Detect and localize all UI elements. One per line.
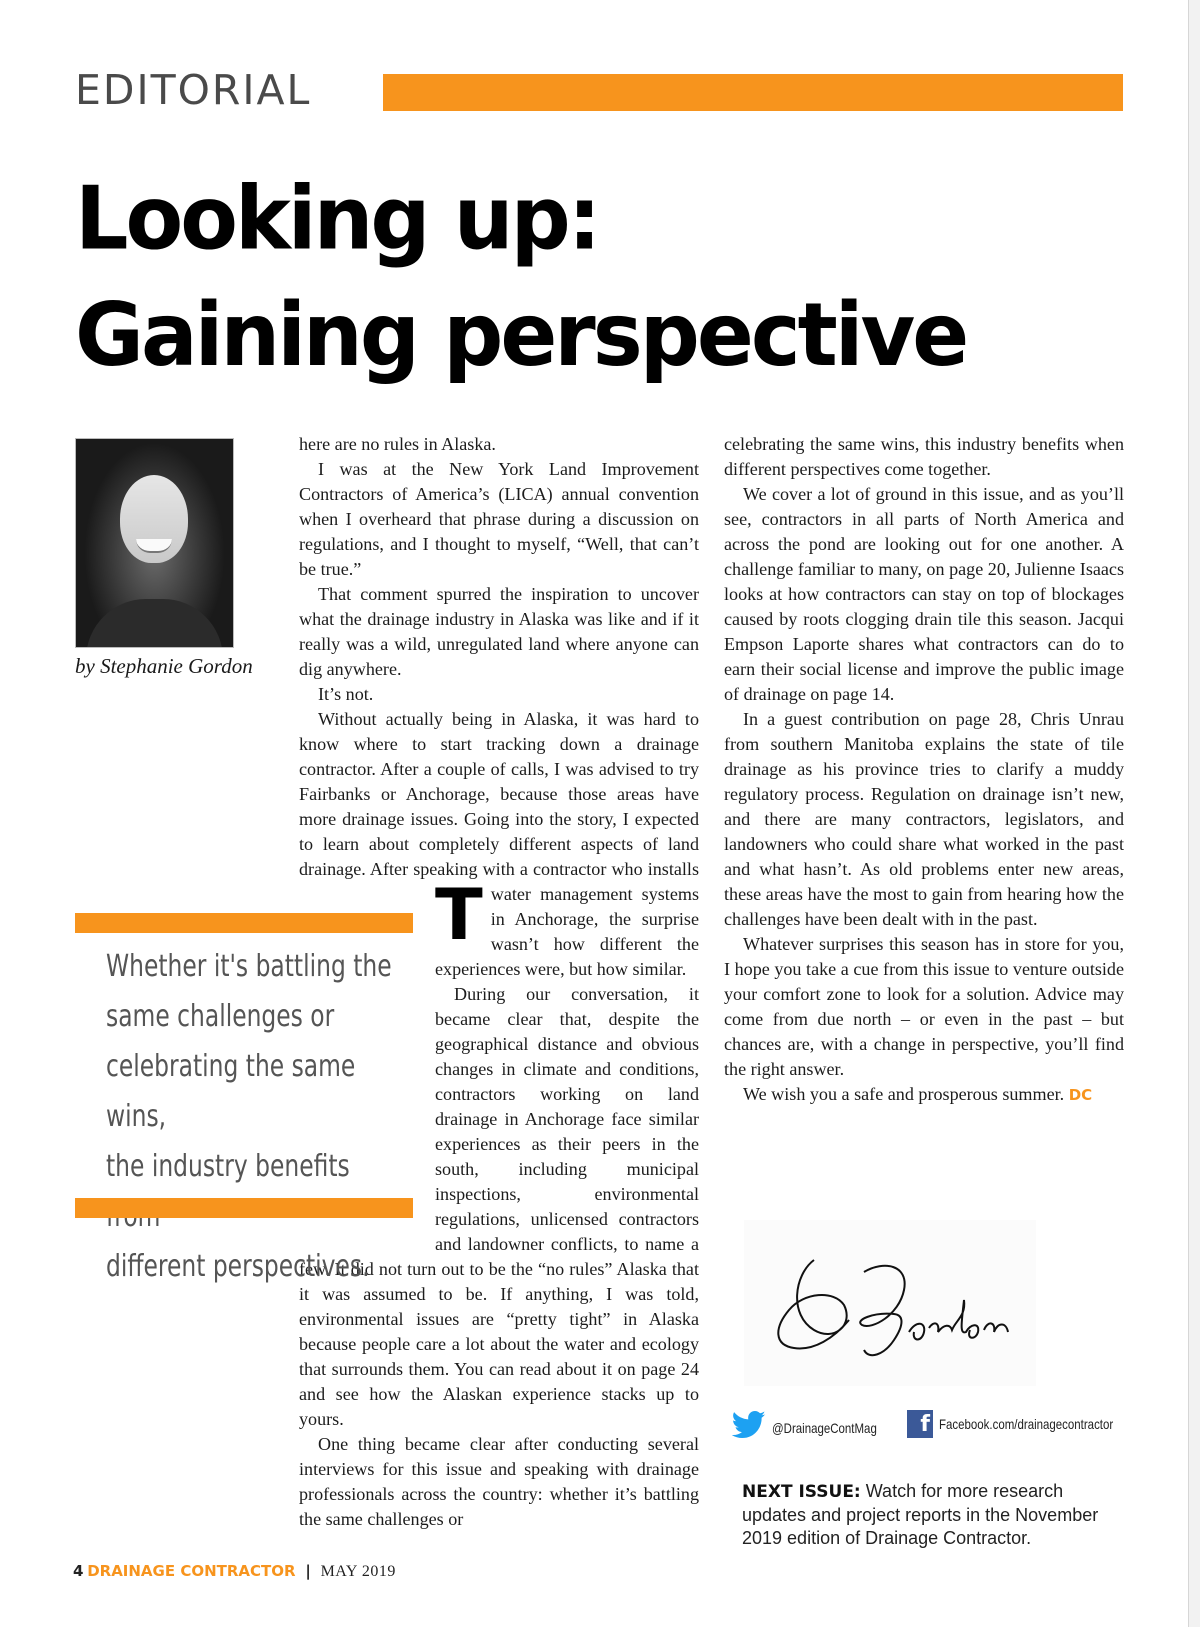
drop-cap: T — [435, 874, 483, 956]
pullquote-line: Whether it's battling the — [106, 949, 392, 984]
paragraph: That comment spurred the inspiration to uncover what the drainage industry in Alaska was like and if it really was a wild, unregulated land where anyone can dig anywhere. — [299, 584, 699, 679]
pullquote-bar-bottom — [75, 1198, 413, 1218]
author-photo — [75, 438, 234, 648]
footer-separator: | — [305, 1562, 311, 1580]
page-number: 4 — [73, 1562, 84, 1580]
twitter-link[interactable] — [732, 1410, 900, 1445]
pullquote-line: celebrating the same wins, — [106, 1049, 356, 1134]
paragraph: T here are no rules in Alaska. — [299, 434, 496, 956]
paragraph: celebrating the same wins, this industry benefits when different perspectives come together. — [724, 434, 1124, 479]
paragraph: Whatever surprises this season has in store for you, I hope you take a cue from this issue to venture outside your comfort zone to look for a solution. Advice may come from due north – or even in the past – but chances are, with a change in perspective, you’ll find the right answer. — [724, 934, 1124, 1079]
page-edge — [1188, 0, 1200, 1627]
next-issue-text: Watch for more research updates and project reports in the November 2019 edition of Drainage Contractor. — [742, 1481, 1099, 1548]
paragraph: It’s not. — [318, 684, 374, 704]
twitter-icon — [732, 1410, 766, 1445]
pullquote-bar-top — [75, 913, 413, 933]
signature — [744, 1220, 1036, 1386]
pullquote — [106, 942, 410, 1292]
pullquote-line: different perspectives. — [106, 1249, 370, 1284]
paragraph: We wish you a safe and prosperous summer. DC — [743, 1084, 1093, 1104]
facebook-url: Facebook.com/drainagecontractor — [939, 1416, 1114, 1432]
next-issue — [742, 1480, 1122, 1550]
paragraph: Without actually being in Alaska, it was hard to know where to start tracking down a drainage contractor. After a couple of calls, I was advised to try Fairbanks or Anchorage, because those areas have more drainage issues. Going into the story, I expected to learn about completely different aspects of land drainage. After speaking with a contractor who installs water management systems in Anchorage, the surprise wasn’t how different the experiences were, but how similar. — [299, 709, 699, 979]
signature-graphic — [744, 1220, 1036, 1386]
headline-line-2: Gaining perspective — [75, 283, 967, 386]
headline-line-1: Looking up: — [75, 167, 599, 270]
page-footer — [73, 1562, 396, 1581]
paragraph: I was at the New York Land Improvement Contractors of America’s (LICA) annual convention when I overheard that phrase during a discussion on regulations, and I thought to myself, “Well, that can’t be true.” — [299, 459, 699, 579]
issue-date: MAY 2019 — [320, 1563, 396, 1580]
end-mark: DC — [1068, 1086, 1093, 1104]
paragraph: In a guest contribution on page 28, Chris Unrau from southern Manitoba explains the state of tile drainage as his province tries to clarify a muddy regulatory process. Regulation on drainage isn’t new, and there are many contractors, legislators, and landowners who could share what worked in the past and what hasn’t. As old problems enter new areas, these areas have the most to gain from hearing how the challenges have been dealt with in the past. — [724, 709, 1124, 929]
byline: by Stephanie Gordon — [75, 654, 253, 678]
headline — [75, 160, 966, 393]
paragraph: We cover a lot of ground in this issue, and as you’ll see, contractors in all parts of North America and across the pond are looking out for one another. A challenge familiar to many, on page 20, Julienne Isaacs looks at how contractors can stay on top of blockages caused by roots clogging drain tile this season. Jacqui Empson Laporte shares what contractors can do to earn their social license and improve the public image of drainage on page 14. — [724, 484, 1124, 704]
paragraph: One thing became clear after conducting several interviews for this issue and speaking with drainage professionals across the country: whether it’s battling the same challenges or — [299, 1434, 699, 1529]
pullquote-line: same challenges or — [106, 999, 335, 1034]
pullquote-line: the industry benefits — [106, 1149, 350, 1184]
paragraph: During our conversation, it became clear that, despite the geographical distance and obvious changes in climate and conditions, contractors working on land drainage in Anchorage face similar experiences as their peers in the south, including municipal inspections, environmental regulations, unlicensed contractors and landowner conflicts, to name a few. It did not turn out to be the “no rules” Alaska that it was assumed to be. If anything, I was told, environmental issues are “pretty tight” in Alaska because people care a lot about the water and ecology that surrounds them. You can read about it on page 24 and see how the Alaskan experience stacks up to yours. — [299, 984, 699, 1429]
section-label: EDITORIAL — [75, 66, 312, 114]
magazine-name: DRAINAGE CONTRACTOR — [87, 1562, 296, 1580]
twitter-handle: @DrainageContMag — [772, 1419, 877, 1436]
author-photo-shoulders — [86, 599, 223, 648]
facebook-icon: f — [907, 1410, 933, 1438]
article-column-2 — [724, 432, 1124, 1108]
header-accent-bar — [383, 74, 1123, 111]
facebook-link[interactable] — [907, 1410, 1151, 1438]
next-issue-label: NEXT ISSUE: — [742, 1482, 861, 1502]
